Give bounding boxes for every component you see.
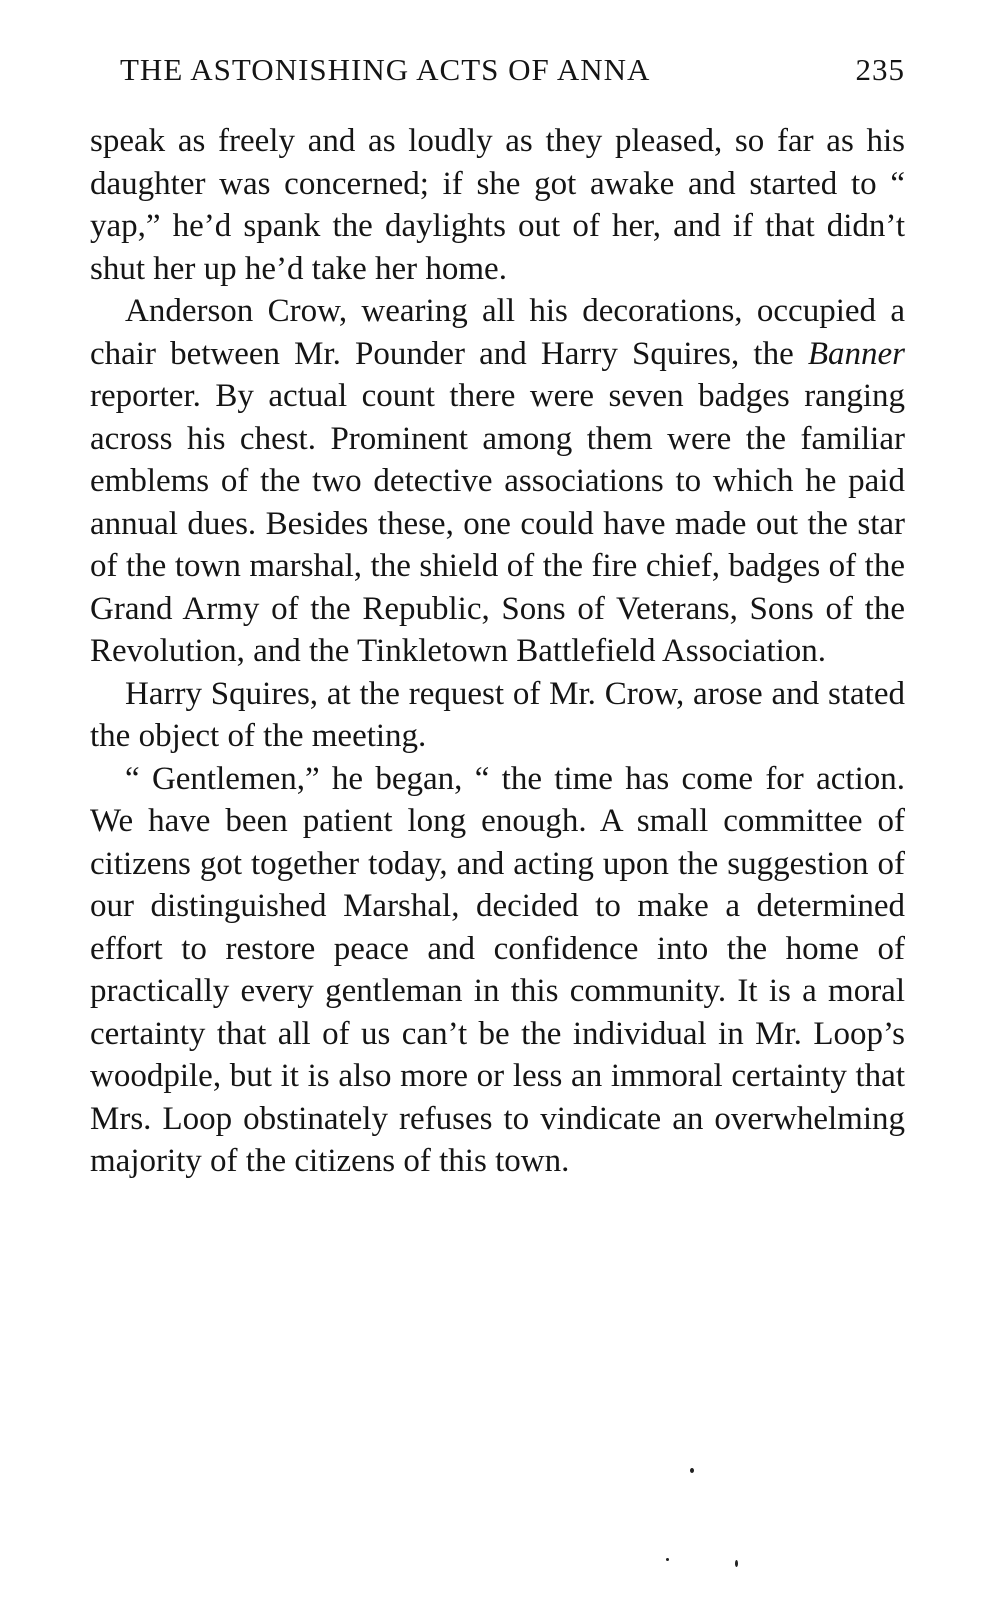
paragraph-text-before: Anderson Crow, wearing all his decorations, occupied a chair between Mr. Pounder and Harry Squires, the bbox=[90, 293, 905, 372]
print-speck bbox=[666, 1558, 669, 1561]
paragraph-text-after: reporter. By actual count there were seven badges ranging across his chest. Prominent among them were the familiar emblems of the two detective associations to which he paid annual dues. Besides these, one could have made out the star of the town marshal, the shield of the fire chief, badges of the Grand Army of the Republic, Sons of Veterans, Sons of the Revolution, and the Tinkletown Battlefield Association. bbox=[90, 378, 905, 669]
running-head bbox=[90, 52, 905, 96]
paragraph-continued: speak as freely and as loudly as they pleased, so far as his daughter was concerned; if she got awake and started to “ yap,” he’d spank the daylights out of her, and if that didn’t shut her up he’d take her home. bbox=[90, 123, 905, 287]
paragraph-anderson-crow bbox=[90, 290, 905, 673]
paragraph-harry-squires: Harry Squires, at the request of Mr. Crow, arose and stated the object of the meeting. bbox=[90, 675, 905, 754]
newspaper-name: Banner bbox=[807, 335, 905, 372]
print-speck bbox=[690, 1468, 694, 1473]
book-page bbox=[90, 52, 905, 1183]
page-number: 235 bbox=[855, 52, 905, 87]
running-title: THE ASTONISHING ACTS OF ANNA bbox=[120, 52, 651, 87]
print-speck bbox=[735, 1560, 738, 1567]
body-text bbox=[90, 120, 905, 1183]
paragraph-speech: “ Gentlemen,” he began, “ the time has come for action. We have been patient long enough. A small committee of citizens got together today, and acting upon the suggestion of our distinguished Marshal, decided to make a determined effort to restore peace and confidence into the home of practically every gentleman in this community. It is a moral certainty that all of us can’t be the individual in Mr. Loop’s woodpile, but it is also more or less an immoral certainty that Mrs. Loop obstinately refuses to vindicate an overwhelming majority of the citizens of this town. bbox=[90, 760, 905, 1179]
